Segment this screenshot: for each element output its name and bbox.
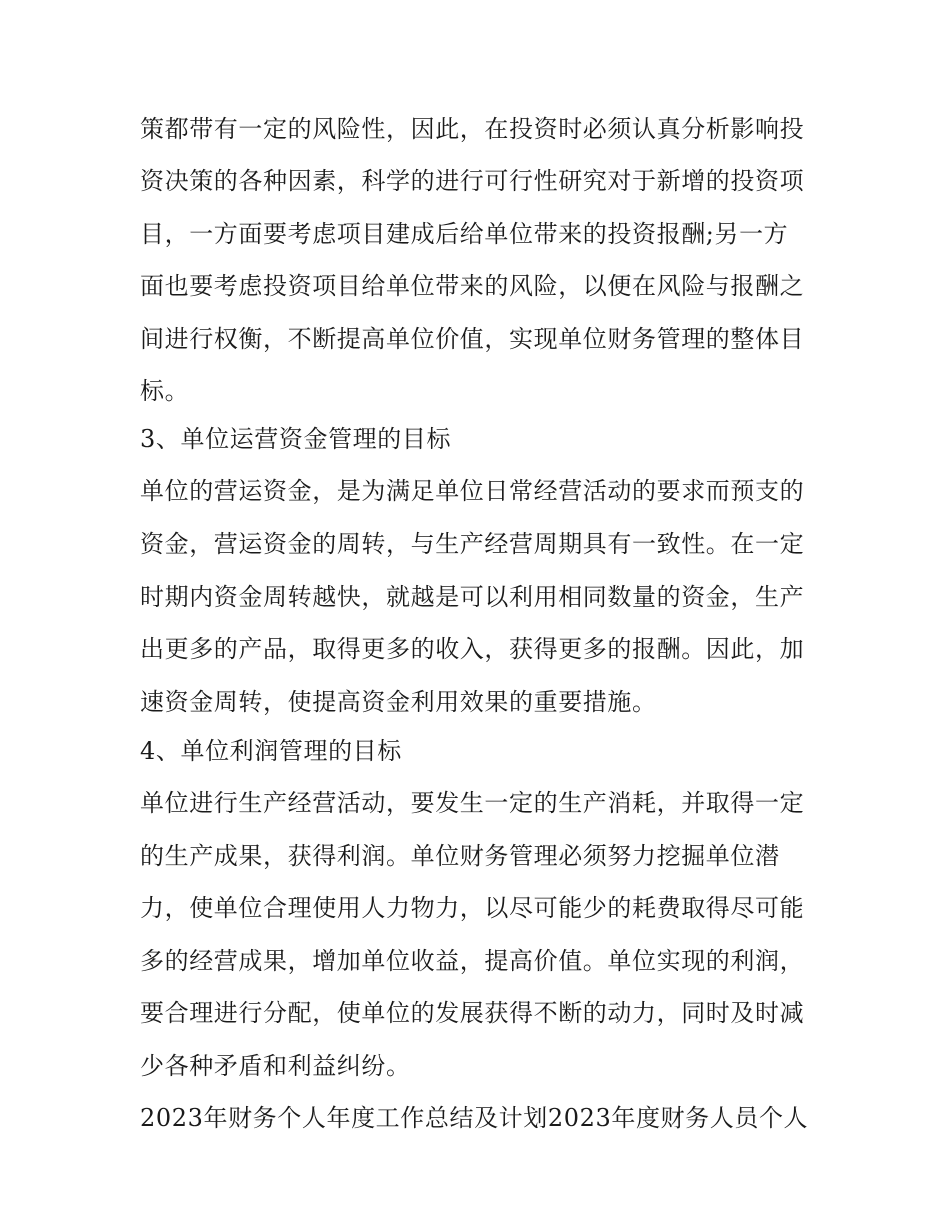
text-line: 策都带有一定的风险性，因此，在投资时必须认真分析影响投 xyxy=(140,115,805,143)
text-line: 2023年财务个人年度工作总结及计划2023年度财务人员个人 xyxy=(140,1104,809,1132)
text-line: 的生产成果，获得利润。单位财务管理必须努力挖掘单位潜 xyxy=(140,842,780,870)
text-line: 目，一方面要考虑项目建成后给单位带来的投资报酬;另一方 xyxy=(140,220,789,248)
text-line: 要合理进行分配，使单位的发展获得不断的动力，同时及时减 xyxy=(140,999,805,1027)
section-heading: 4、单位利润管理的目标 xyxy=(140,737,402,765)
text-line: 面也要考虑投资项目给单位带来的风险，以便在风险与报酬之 xyxy=(140,272,805,300)
text-line: 速资金周转，使提高资金利用效果的重要措施。 xyxy=(140,688,657,716)
section-heading: 3、单位运营资金管理的目标 xyxy=(140,425,452,453)
text-line: 单位进行生产经营活动，要发生一定的生产消耗，并取得一定 xyxy=(140,789,805,817)
text-line: 资决策的各种因素，科学的进行可行性研究对于新增的投资项 xyxy=(140,167,805,195)
text-line: 间进行权衡，不断提高单位价值，实现单位财务管理的整体目 xyxy=(140,325,805,353)
text-line: 时期内资金周转越快，就越是可以利用相同数量的资金，生产 xyxy=(140,583,805,611)
text-line: 力，使单位合理使用人力物力，以尽可能少的耗费取得尽可能 xyxy=(140,894,805,922)
text-line: 出更多的产品，取得更多的收入，获得更多的报酬。因此，加 xyxy=(140,635,805,663)
text-line: 资金，营运资金的周转，与生产经营周期具有一致性。在一定 xyxy=(140,530,805,558)
text-line: 少各种矛盾和利益纠纷。 xyxy=(140,1052,411,1080)
text-line: 多的经营成果，增加单位收益，提高价值。单位实现的利润， xyxy=(140,947,805,975)
text-line: 单位的营运资金，是为满足单位日常经营活动的要求而预支的 xyxy=(140,477,805,505)
text-line: 标。 xyxy=(140,377,190,405)
